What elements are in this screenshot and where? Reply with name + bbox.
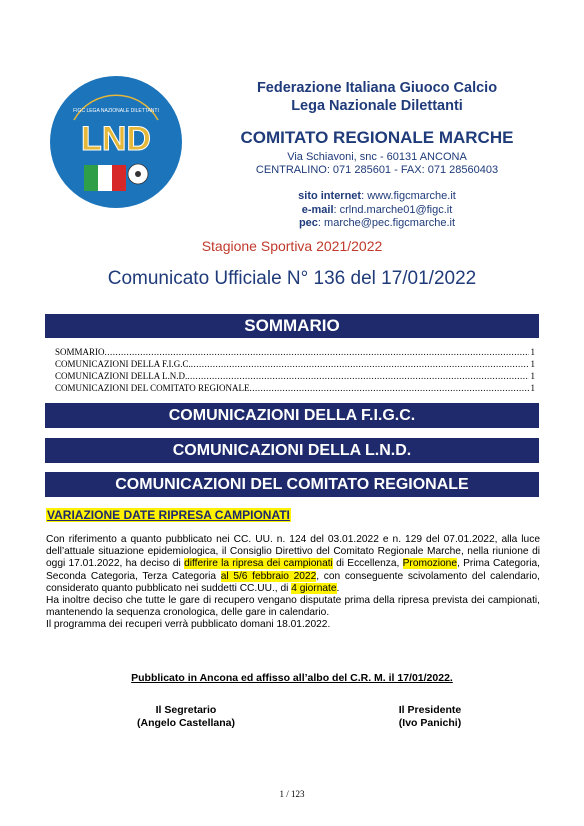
logo-top-text: FIGC LEGA NAZIONALE DILETTANTI [73,108,159,114]
publication-note: Pubblicato in Ancona ed affisso all’albo del C.R. M. il 17/01/2022. [131,672,453,684]
season: Stagione Sportiva 2021/2022 [201,238,383,254]
signature-name: (Angelo Castellana) [136,717,236,729]
toc-item-label: COMUNICAZIONI DEL COMITATO REGIONALE [55,383,250,393]
email-link[interactable]: : crlnd.marche01@figc.it [333,203,453,216]
signature-name: (Ivo Panichi) [398,717,462,729]
website-link[interactable]: : www.figcmarche.it [361,190,456,202]
article-body [46,534,540,632]
toc-item[interactable] [55,382,535,394]
article-paragraph-1: Con riferimento a quanto pubblicato nei CC. UU. n. 124 del 03.01.2022 e n. 129 del 07.01.2022, alla luce dell’attuale situazione epidemiologica, il Consiglio Direttivo del Comitato Regionale Marche, nella riunione di oggi 17.01.2022, ha deciso di differire la ripresa dei campionati di Eccellenza, Promozione, Prima Categoria, Seconda Categoria, Terza Categoria al 5/6 febbraio 2022, con conseguente scivolamento del calendario, considerato quanto pubblicato nei suddetti CC.UU., di 4 giornate. [46,534,541,594]
pec-line [222,217,532,231]
toc-item-label: COMUNICAZIONI DELLA F.I.G.C. [55,359,191,369]
section-figc-heading: COMUNICAZIONI DELLA F.I.G.C. [45,403,539,428]
section-cr-heading: COMUNICAZIONI DEL COMITATO REGIONALE [45,472,539,497]
section-lnd-heading: COMUNICAZIONI DELLA L.N.D. [45,438,539,463]
article-paragraph-2: Ha inoltre deciso che tutte le gare di recupero vengano disputate prima della ripresa prevista dei campionati, mantenendo la sequenza cronologica, delle gare in calendario. [46,595,540,619]
phone-fax: CENTRALINO: 071 285601 - FAX: 071 28560403 [255,164,499,176]
toc-item[interactable] [55,358,535,370]
signature-role: Il Presidente [398,704,462,716]
toc-item[interactable] [55,370,535,382]
toc-item-page: 1 [530,383,535,393]
address: Via Schiavoni, snc - 60131 ANCONA [287,151,467,163]
highlight: Promozione [402,558,458,570]
article-paragraph-3: Il programma dei recuperi verrà pubblicato domani 18.01.2022. [46,619,331,631]
table-of-contents [55,346,535,394]
sommario-heading: SOMMARIO [45,314,539,338]
page-number: 1 / 123 [279,789,305,799]
highlight: 4 giornate [291,582,337,594]
signature-role: Il Segretario [155,704,217,716]
toc-item-page: 1 [530,359,535,369]
website-line [222,190,532,204]
pec-link[interactable]: : marche@pec.figcmarche.it [317,217,456,229]
logo-bottom-text: MARCHE [87,206,145,221]
contacts [222,190,532,231]
article-title: VARIAZIONE DATE RIPRESA CAMPIONATI [47,508,290,522]
highlight: differire la ripresa dei campionati [184,558,333,570]
toc-item-page: 1 [530,371,535,381]
email-line [222,204,532,218]
federation-name: Federazione Italiana Giuoco Calcio [256,80,498,96]
email-label: e-mail [301,203,334,216]
committee-name: COMITATO REGIONALE MARCHE [240,128,514,147]
comunicato-title: Comunicato Ufficiale N° 136 del 17/01/2022 [107,268,477,289]
toc-item[interactable] [55,346,535,358]
logo-letters: LND [81,120,151,158]
pec-label: pec [298,217,318,229]
league-name: Lega Nazionale Dilettanti [291,98,463,114]
website-label: sito internet [298,190,362,202]
highlight: al 5/6 febbraio 2022 [220,570,317,582]
toc-item-page: 1 [530,347,535,357]
toc-item-label: SOMMARIO [55,347,105,357]
toc-item-label: COMUNICAZIONI DELLA L.N.D. [55,371,188,381]
lnd-logo [46,70,186,230]
signature-president [380,704,480,730]
signature-secretary [126,704,246,730]
